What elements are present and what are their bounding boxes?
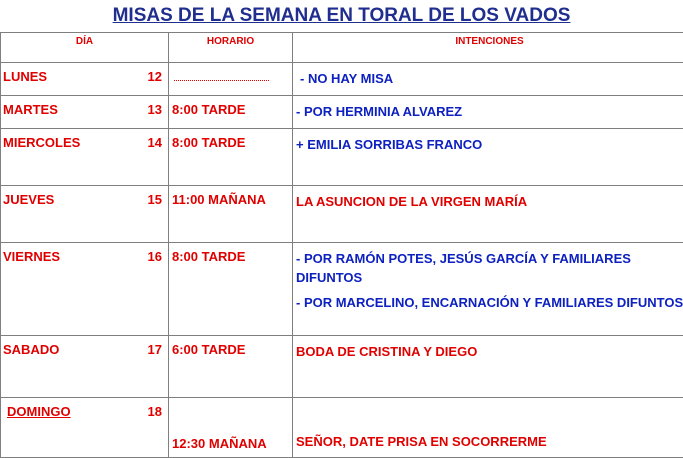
intentions-cell xyxy=(293,186,683,243)
day-name: DOMINGO xyxy=(7,404,71,419)
header-horario: HORARIO xyxy=(169,33,293,63)
time-cell xyxy=(169,63,293,96)
header-dia: DÍA xyxy=(1,33,169,63)
day-name: MARTES xyxy=(3,102,58,117)
day-cell xyxy=(1,129,169,186)
time-cell: 11:00 MAÑANA xyxy=(169,186,293,243)
intention-text: SEÑOR, DATE PRISA EN SOCORRERME xyxy=(296,432,683,451)
dotted-placeholder xyxy=(174,74,269,81)
time-cell: 8:00 TARDE xyxy=(169,129,293,186)
day-name: SABADO xyxy=(3,342,59,357)
day-name: VIERNES xyxy=(3,249,60,264)
table-row xyxy=(1,186,683,243)
table-row xyxy=(1,398,683,458)
intention-text: BODA DE CRISTINA Y DIEGO xyxy=(296,342,683,361)
day-number: 16 xyxy=(148,249,162,264)
day-number: 13 xyxy=(148,102,162,117)
day-cell xyxy=(1,63,169,96)
header-row xyxy=(1,33,683,63)
day-name: MIERCOLES xyxy=(3,135,80,150)
header-intenciones: INTENCIONES xyxy=(293,33,683,63)
day-number: 18 xyxy=(148,404,162,419)
intention-text: - POR HERMINIA ALVAREZ xyxy=(296,102,683,121)
day-name: LUNES xyxy=(3,69,47,84)
day-number: 15 xyxy=(148,192,162,207)
table-row xyxy=(1,129,683,186)
intention-text: - NO HAY MISA xyxy=(296,69,683,88)
intentions-cell xyxy=(293,398,683,458)
time-cell: 12:30 MAÑANA xyxy=(169,398,293,458)
page-title: MISAS DE LA SEMANA EN TORAL DE LOS VADOS xyxy=(0,5,683,27)
time-cell: 6:00 TARDE xyxy=(169,336,293,398)
day-number: 12 xyxy=(148,69,162,84)
intentions-cell xyxy=(293,96,683,129)
table-row xyxy=(1,243,683,336)
intention-text: - POR MARCELINO, ENCARNACIÓN Y FAMILIARES DIFUNTOS xyxy=(296,293,683,312)
day-cell xyxy=(1,96,169,129)
table-row xyxy=(1,96,683,129)
intention-text: - POR RAMÓN POTES, JESÚS GARCÍA Y FAMILIARES DIFUNTOS xyxy=(296,249,683,287)
day-cell xyxy=(1,243,169,336)
day-cell xyxy=(1,186,169,243)
day-cell xyxy=(1,336,169,398)
intentions-cell xyxy=(293,336,683,398)
intentions-cell xyxy=(293,129,683,186)
intentions-cell xyxy=(293,63,683,96)
time-cell: 8:00 TARDE xyxy=(169,243,293,336)
day-number: 14 xyxy=(148,135,162,150)
table-row xyxy=(1,63,683,96)
mass-schedule-table xyxy=(0,32,683,458)
table-row xyxy=(1,336,683,398)
intention-text: + EMILIA SORRIBAS FRANCO xyxy=(296,135,683,154)
intentions-cell xyxy=(293,243,683,336)
time-cell: 8:00 TARDE xyxy=(169,96,293,129)
intention-text: LA ASUNCION DE LA VIRGEN MARÍA xyxy=(296,192,683,211)
day-cell xyxy=(1,398,169,458)
day-name: JUEVES xyxy=(3,192,54,207)
day-number: 17 xyxy=(148,342,162,357)
